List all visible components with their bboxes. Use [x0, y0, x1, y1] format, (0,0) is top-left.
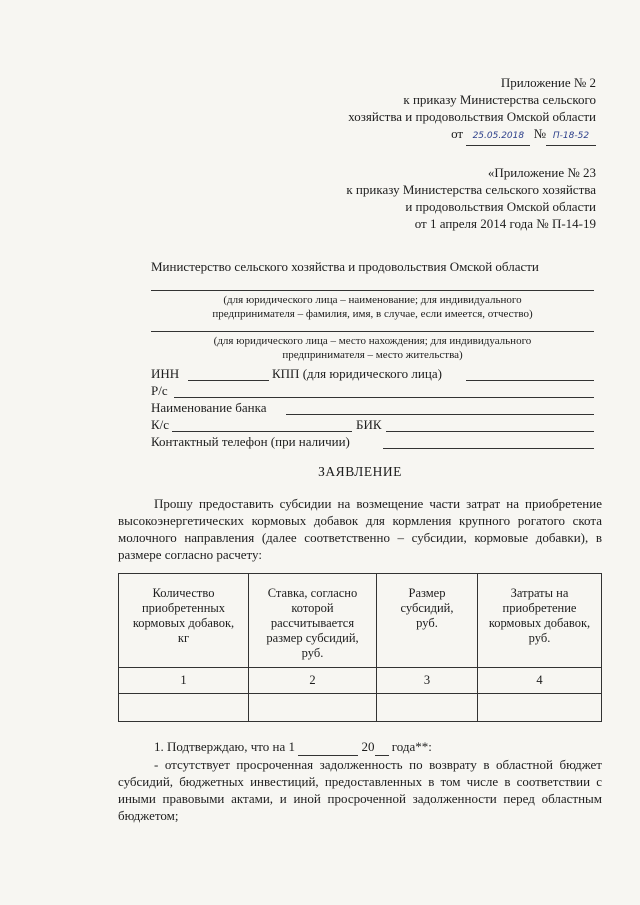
confirm-date-field	[298, 739, 358, 756]
handwritten-date: 25.05.2018	[466, 128, 530, 146]
hint-name: (для юридического лица – наименование; для индивидуального предпринимателя – фамилия, имя, в случае, если имеется, отчество)	[212, 294, 533, 320]
hint-address: (для юридического лица – место нахождения; для индивидуального предпринимателя – место жительства)	[213, 335, 532, 361]
header-rate: Ставка, согласно которой рассчитывается размер субсидий, руб.	[249, 574, 377, 668]
ks-field	[172, 431, 352, 432]
col-number-2: 2	[249, 668, 377, 694]
appendix2-date-line: от 25.05.2018 № П-18-52	[300, 125, 596, 146]
col-number-3: 3	[377, 668, 478, 694]
cell-quantity[interactable]	[119, 694, 249, 722]
statement-heading: ЗАЯВЛЕНИЕ	[318, 464, 402, 479]
header-costs: Затраты на приобретение кормовых добавок, руб.	[478, 574, 602, 668]
applicant-name-line	[151, 290, 594, 291]
inn-label: ИНН	[151, 366, 180, 381]
header-quantity: Количество приобретенных кормовых добавок, кг	[119, 574, 249, 668]
calculation-table	[118, 573, 602, 722]
ks-label: К/с	[151, 417, 170, 432]
table-number-row	[119, 668, 602, 694]
table-data-row	[119, 694, 602, 722]
kpp-field	[466, 380, 594, 381]
appendix2-block	[300, 74, 596, 146]
cell-subsidy[interactable]	[377, 694, 478, 722]
confirm-year-field	[375, 739, 389, 756]
applicant-address-line	[151, 331, 594, 332]
bik-label: БИК	[356, 417, 382, 432]
appendix2-title: Приложение № 2	[500, 75, 596, 90]
appendix2-line2: хозяйства и продовольствия Омской области	[348, 109, 596, 124]
addressee: Министерство сельского хозяйства и продовольствия Омской области	[151, 259, 539, 274]
appendix23-line2: и продовольствия Омской области	[405, 199, 596, 214]
appendix23-line1: к приказу Министерства сельского хозяйства	[346, 182, 596, 197]
confirm-item-1: - отсутствует просроченная задолженность по возврату в областной бюджет субсидий, бюджетных инвестиций, предоставленных в том числе в соответствии с иными правовыми актами, и иной просроченной задолженности перед областным бюджетом;	[118, 757, 602, 823]
phone-field	[383, 448, 594, 449]
col-number-1: 1	[119, 668, 249, 694]
col-number-4: 4	[478, 668, 602, 694]
phone-label: Контактный телефон (при наличии)	[151, 434, 350, 449]
appendix23-line3: от 1 апреля 2014 года № П-14-19	[414, 216, 596, 231]
bik-field	[386, 431, 594, 432]
bank-field	[286, 414, 594, 415]
confirm-line: 1. Подтверждаю, что на 1 20 года**:	[154, 739, 432, 754]
bank-label: Наименование банка	[151, 400, 267, 415]
appendix2-line1: к приказу Министерства сельского	[403, 92, 596, 107]
handwritten-number: П-18-52	[546, 128, 596, 146]
cell-costs[interactable]	[478, 694, 602, 722]
inn-field	[188, 380, 269, 381]
cell-rate[interactable]	[249, 694, 377, 722]
header-subsidy-size: Размер субсидий, руб.	[377, 574, 478, 668]
rs-field	[174, 397, 594, 398]
rs-label: Р/с	[151, 383, 168, 398]
appendix23-title: «Приложение № 23	[487, 165, 596, 180]
request-paragraph: Прошу предоставить субсидии на возмещение части затрат на приобретение высокоэнергетических кормовых добавок для кормления крупного рогатого скота молочного направления (далее соответственно – субсидии, кормовые добавки), в размере согласно расчету:	[118, 496, 602, 562]
table-header-row	[119, 574, 602, 668]
appendix23-block	[260, 164, 596, 232]
kpp-label: КПП (для юридического лица)	[272, 366, 442, 381]
